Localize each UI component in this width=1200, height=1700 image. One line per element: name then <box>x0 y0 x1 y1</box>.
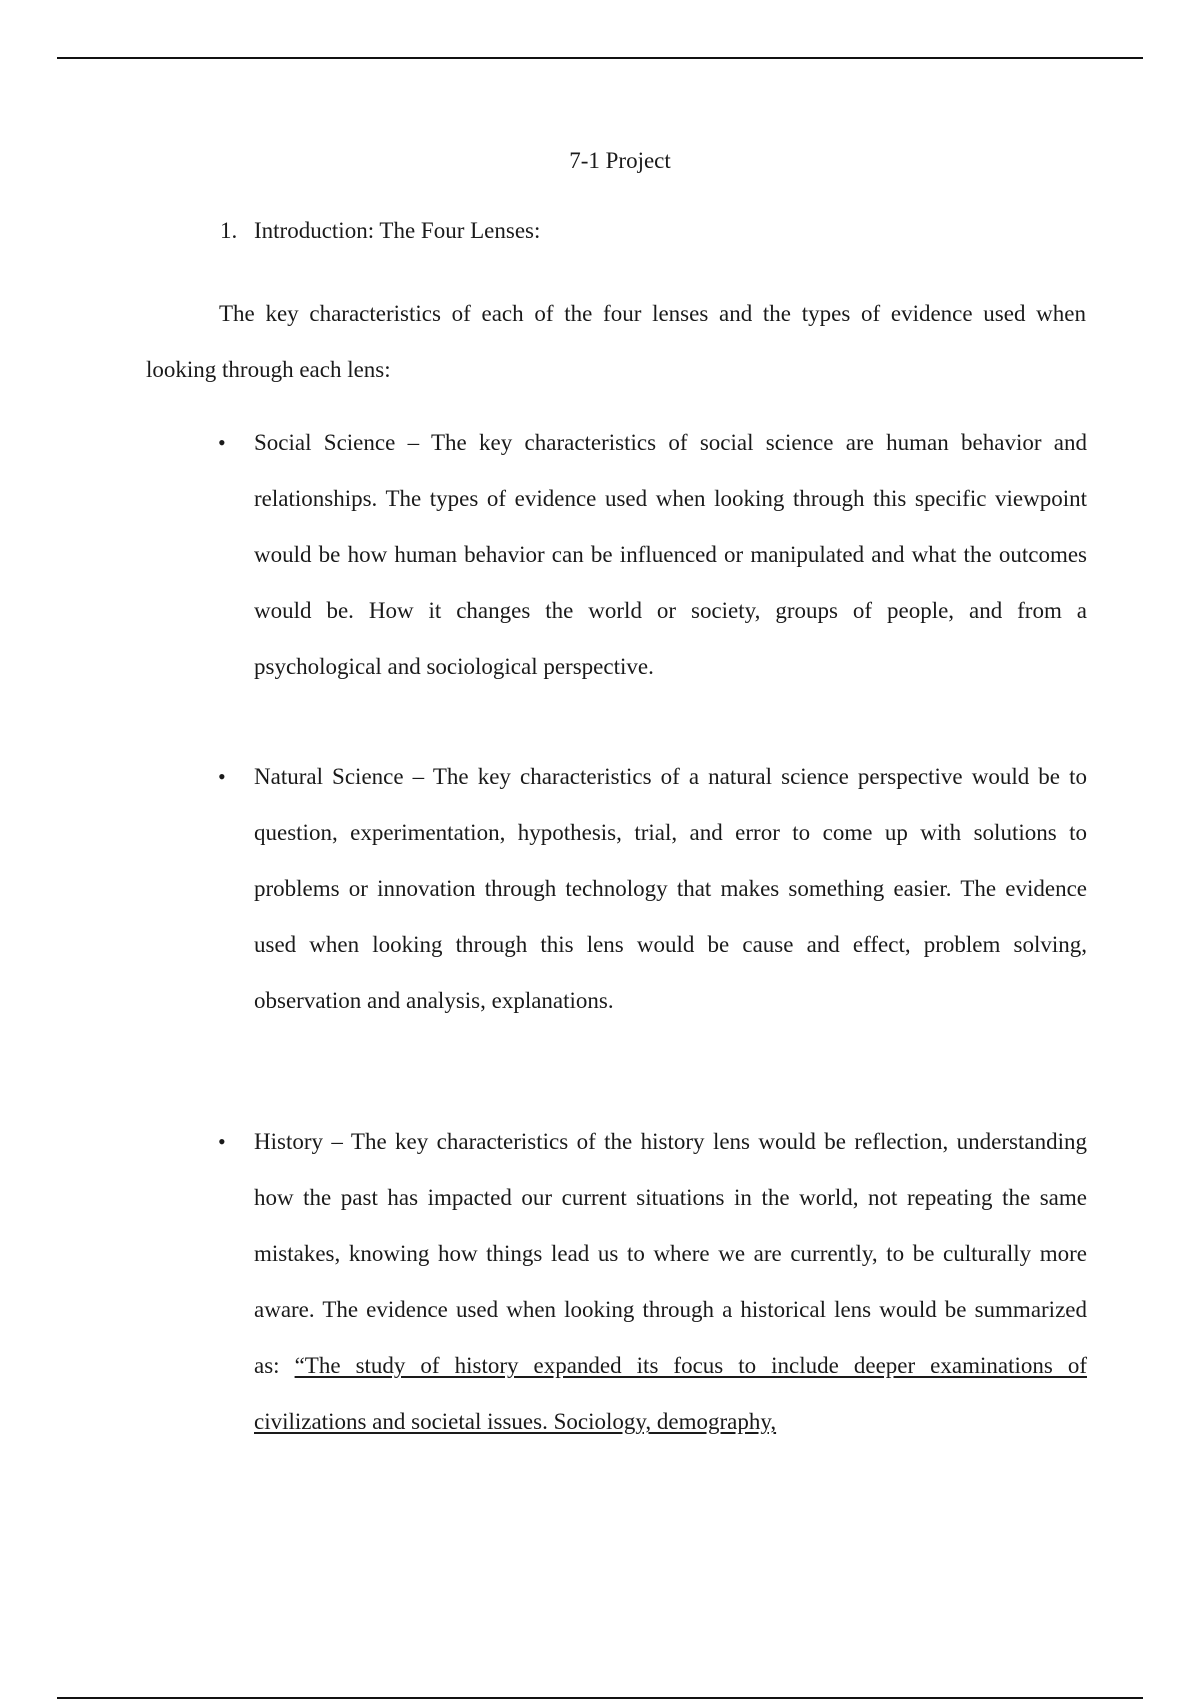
section-number: 1. <box>220 218 238 243</box>
underlined-quote: “The study of history expanded its focus to include deeper examinations of civilizations and societal issues. Sociology, demography, <box>254 1353 1087 1434</box>
list-item-social-science <box>218 415 1087 695</box>
page-title: 7-1 Project <box>569 148 671 173</box>
bullet-text: Natural Science – The key characteristics of a natural science perspective would be to question, experimentation, hypothesis, trial, and error to come up with solutions to problems or innovation through technology that makes something easier. The evidence used when looking through this lens would be cause and effect, problem solving, observation and analysis, explanations. <box>254 764 1087 1013</box>
header-rule <box>57 57 1143 59</box>
bullet-text <box>254 1114 1087 1450</box>
bullet-icon: • <box>218 430 226 455</box>
footer-rule <box>57 1697 1143 1699</box>
list-item-natural-science <box>218 749 1087 1029</box>
bullet-icon: • <box>218 764 226 789</box>
bullet-text: Social Science – The key characteristics of social science are human behavior and relationships. The types of evidence used when looking through this specific viewpoint would be how human behavior can be influenced or manipulated and what the outcomes would be. How it changes the world or society, groups of people, and from a psychological and sociological perspective. <box>254 430 1087 679</box>
section-heading-text: Introduction: The Four Lenses: <box>254 218 541 243</box>
intro-paragraph: The key characteristics of each of the four lenses and the types of evidence used when looking through each lens: <box>146 301 1086 382</box>
bullet-text-body: History – The key characteristics of the history lens would be reflection, understanding how the past has impacted our current situations in the world, not repeating the same mistakes, knowing how things lead us to where we are currently, to be culturally more aware. The evidence used when looking through a historical lens would be summarized as: <box>254 1129 1087 1378</box>
section-heading <box>220 216 540 246</box>
list-item-history <box>218 1114 1087 1450</box>
bullet-icon: • <box>218 1129 226 1154</box>
